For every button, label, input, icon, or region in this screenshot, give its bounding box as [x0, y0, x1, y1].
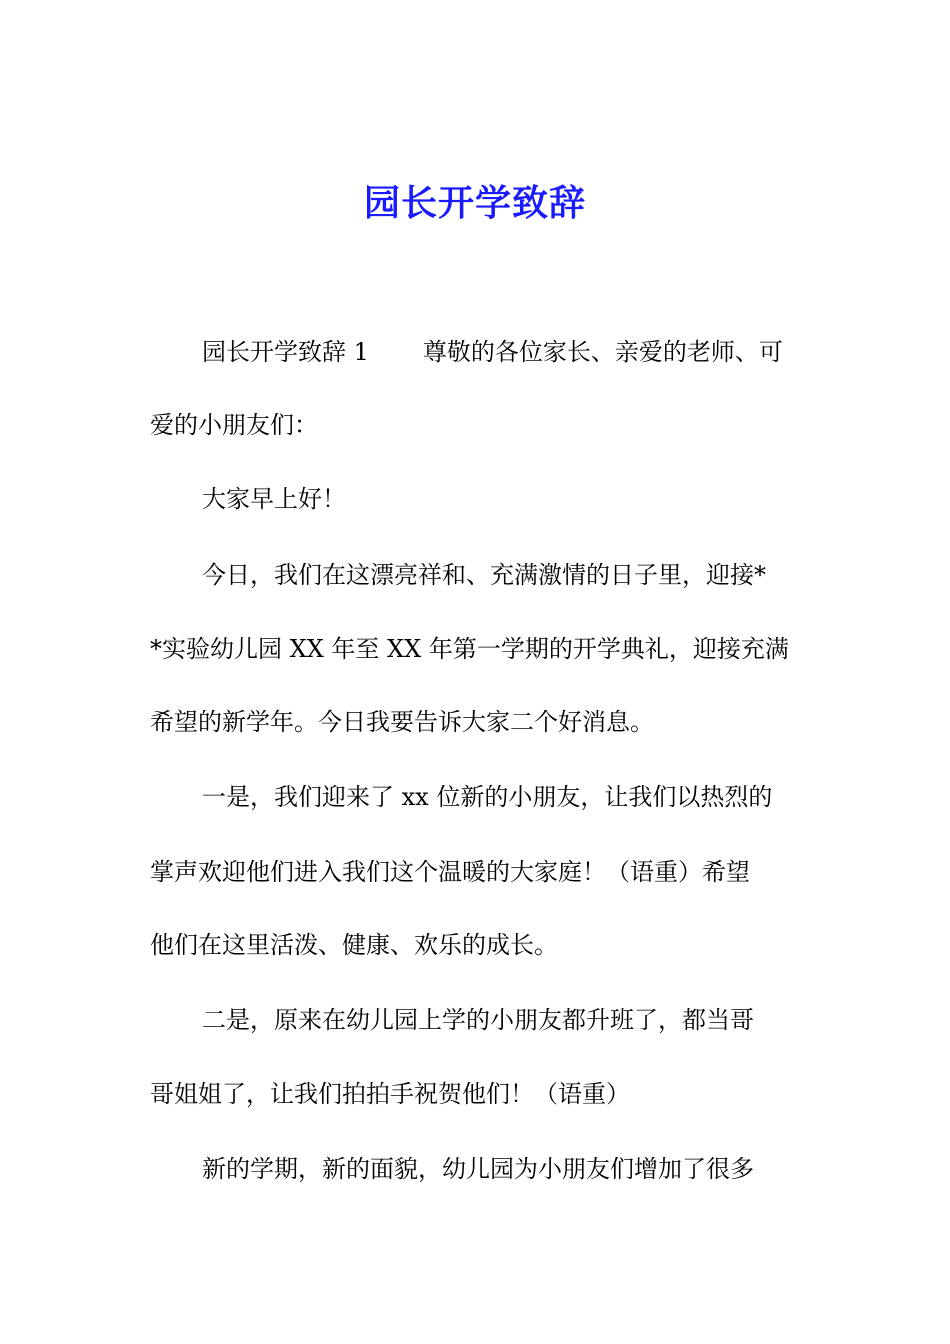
section-heading: 园长开学致辞 1 — [202, 338, 369, 366]
paragraph-line: 新的学期，新的面貌，幼儿园为小朋友们增加了很多 — [202, 1155, 754, 1183]
salutation-text: 尊敬的各位家长、亲爱的老师、可 — [422, 338, 783, 366]
paragraph-line: 掌声欢迎他们进入我们这个温暖的大家庭！（语重）希望 — [150, 858, 750, 886]
paragraph-line: *实验幼儿园 XX 年至 XX 年第一学期的开学典礼，迎接充满 — [150, 635, 789, 663]
paragraph-line: 爱的小朋友们： — [150, 411, 318, 439]
paragraph-line: 希望的新学年。今日我要告诉大家二个好消息。 — [150, 708, 654, 736]
paragraph-line — [202, 335, 882, 369]
paragraph-line: 今日，我们在这漂亮祥和、充满激情的日子里，迎接* — [202, 561, 766, 589]
paragraph-line: 哥姐姐了，让我们拍拍手祝贺他们！（语重） — [150, 1080, 630, 1108]
document-title: 园长开学致辞 — [363, 182, 586, 224]
paragraph-line: 大家早上好！ — [202, 485, 346, 513]
paragraph-line: 一是，我们迎来了 xx 位新的小朋友，让我们以热烈的 — [202, 783, 773, 811]
paragraph-line: 他们在这里活泼、健康、欢乐的成长。 — [150, 931, 558, 959]
paragraph-line: 二是，原来在幼儿园上学的小朋友都升班了，都当哥 — [202, 1006, 754, 1034]
